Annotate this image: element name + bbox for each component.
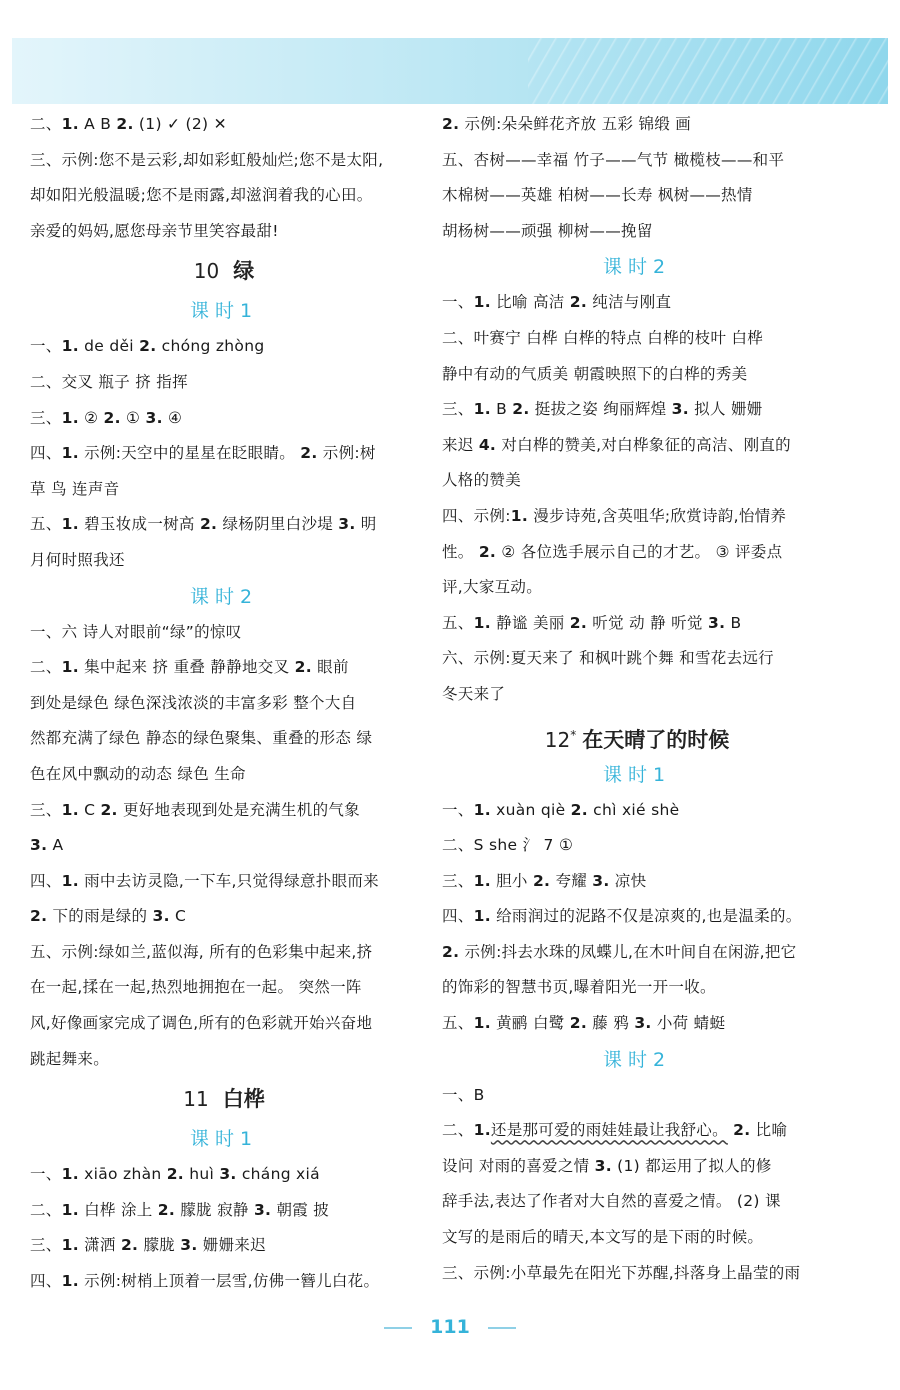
answer-line: 静中有动的气质美 朝霞映照下的白桦的秀美	[442, 364, 748, 383]
period-heading: 课时1	[189, 300, 259, 323]
answer-line: 二、叶赛宁 白桦 白桦的特点 白桦的枝叶 白桦	[442, 328, 764, 347]
answer-line: 三、1. 胆小 2. 夸耀 3. 凉快	[442, 871, 647, 890]
answer-line: 却如阳光般温暖;您不是雨露,却滋润着我的心田。	[30, 186, 373, 205]
header-banner	[12, 38, 888, 104]
lesson-title-12: 12* 在天晴了的时候	[544, 727, 730, 752]
answer-line: 跳起舞来。	[30, 1049, 110, 1068]
answer-line: 三、1. C 2. 更好地表现到处是充满生机的气象	[30, 800, 360, 819]
answer-line: 五、1. 静谧 美丽 2. 听觉 动 静 听觉 3. B	[442, 613, 742, 632]
answer-line: 三、示例:小草最先在阳光下苏醒,抖落身上晶莹的雨	[442, 1263, 801, 1282]
answer-line: 六、示例:夏天来了 和枫叶跳个舞 和雪花去远行	[442, 649, 774, 668]
answer-line: 五、示例:绿如兰,蓝似海, 所有的色彩集中起来,挤	[30, 942, 373, 961]
answer-line: 五、杏树——幸福 竹子——气节 橄榄枝——和平	[442, 150, 785, 169]
answer-line: 四、1. 示例:天空中的星星在眨眼睛。 2. 示例:树	[30, 444, 376, 463]
answer-line: 二、S she 氵 7 ①	[442, 836, 574, 855]
answer-line: 三、1. B 2. 挺拔之姿 绚丽辉煌 3. 拟人 姗姗	[442, 400, 763, 419]
answer-line: 到处是绿色 绿色深浅浓淡的丰富多彩 整个大自	[30, 693, 357, 712]
answer-line: 然都充满了绿色 静态的绿色聚集、重叠的形态 绿	[30, 729, 373, 748]
answer-line: 一、1. xuàn qiè 2. chì xié shè	[442, 800, 680, 819]
period-heading: 课时2	[189, 585, 259, 608]
answer-line: 设问 对雨的喜爱之情 3. (1) 都运用了拟人的修	[442, 1156, 772, 1175]
answer-line: 色在风中飘动的动态 绿色 生命	[30, 764, 246, 783]
lesson-title-11: 11 白桦	[183, 1087, 265, 1112]
right-column	[442, 107, 832, 1291]
left-column	[30, 107, 418, 1300]
answer-line: 2. 示例:抖去水珠的凤蝶儿,在木叶间自在闲游,把它	[442, 942, 797, 961]
answer-line: 三、1. 潇洒 2. 朦胧 3. 姗姗来迟	[30, 1236, 267, 1255]
answer-line: 文写的是雨后的晴天,本文写的是下雨的时候。	[442, 1228, 764, 1247]
answer-line: 胡杨树——顽强 柳树——挽留	[442, 221, 653, 240]
answer-line: 二、1. 白桦 涂上 2. 朦胧 寂静 3. 朝霞 披	[30, 1200, 330, 1219]
answer-line: 评,大家互动。	[442, 578, 543, 597]
answer-line: 一、六 诗人对眼前“绿”的惊叹	[30, 622, 242, 641]
answer-line: 二、交叉 瓶子 挤 指挥	[30, 372, 188, 391]
period-heading: 课时1	[602, 763, 672, 786]
answer-line: 五、1. 黄鹂 白鹭 2. 藤 鸦 3. 小荷 蜻蜓	[442, 1014, 726, 1033]
answer-line: 木棉树——英雄 柏树——长寿 枫树——热情	[442, 186, 753, 205]
period-heading: 课时1	[189, 1128, 259, 1151]
answer-line: 二、1. 集中起来 挤 重叠 静静地交叉 2. 眼前	[30, 658, 349, 677]
answer-line: 冬天来了	[442, 684, 506, 703]
answer-line: 2. 下的雨是绿的 3. C	[30, 907, 187, 926]
lesson-title-10: 10 绿	[193, 259, 255, 284]
answer-line: 三、1. ② 2. ① 3. ④	[30, 408, 183, 427]
period-heading: 课时2	[602, 256, 672, 279]
answer-line: 在一起,揉在一起,热烈地拥抱在一起。 突然一阵	[30, 978, 362, 997]
answer-line: 一、1. de děi 2. chóng zhòng	[30, 337, 265, 356]
answer-line: 四、1. 示例:树梢上顶着一层雪,仿佛一簪儿白花。	[30, 1272, 380, 1291]
answer-line: 三、示例:您不是云彩,却如彩虹般灿烂;您不是太阳,	[30, 150, 384, 169]
answer-line: 二、1. A B 2. (1) ✓ (2) ✕	[30, 115, 227, 133]
answer-line: 的饰彩的智慧书页,曝着阳光一开一收。	[442, 978, 716, 997]
answer-line: 来迟 4. 对白桦的赞美,对白桦象征的高洁、刚直的	[442, 435, 791, 454]
answer-line: 二、1.还是那可爱的雨娃娃最让我舒心。 2. 比喻	[442, 1121, 788, 1140]
answer-line: 草 鸟 连声音	[30, 479, 120, 498]
answer-line: 人格的赞美	[442, 471, 522, 490]
footer-dash-right	[488, 1327, 516, 1329]
page-number: 111	[430, 1316, 470, 1338]
answer-line: 一、1. xiāo zhàn 2. huì 3. cháng xiá	[30, 1165, 320, 1184]
answer-line: 3. A	[30, 836, 64, 855]
answer-line: 辞手法,表达了作者对大自然的喜爱之情。 (2) 课	[442, 1192, 781, 1211]
period-heading: 课时2	[602, 1048, 672, 1071]
answer-line: 一、B	[442, 1085, 485, 1104]
answer-line: 亲爱的妈妈,愿您母亲节里笑容最甜!	[30, 221, 279, 240]
answer-line: 2. 示例:朵朵鲜花齐放 五彩 锦缎 画	[442, 115, 692, 133]
wavy-underlined-text: 还是那可爱的雨娃娃最让我舒心。	[490, 1121, 728, 1140]
answer-line: 四、示例:1. 漫步诗苑,含英咀华;欣赏诗韵,怡情养	[442, 506, 787, 525]
answer-line: 四、1. 雨中去访灵隐,一下车,只觉得绿意扑眼而来	[30, 871, 379, 890]
answer-line: 五、1. 碧玉妆成一树高 2. 绿杨阴里白沙堤 3. 明	[30, 515, 377, 534]
answer-line: 月何时照我还	[30, 550, 125, 569]
answer-line: 风,好像画家完成了调色,所有的色彩就开始兴奋地	[30, 1014, 373, 1033]
answer-line: 四、1. 给雨润过的泥路不仅是凉爽的,也是温柔的。	[442, 907, 802, 926]
answer-line: 性。 2. ② 各位选手展示自己的才艺。 ③ 评委点	[442, 542, 783, 561]
footer-dash-left	[384, 1327, 412, 1329]
answer-line: 一、1. 比喻 高洁 2. 纯洁与刚直	[442, 293, 672, 312]
page-footer	[0, 1312, 900, 1342]
